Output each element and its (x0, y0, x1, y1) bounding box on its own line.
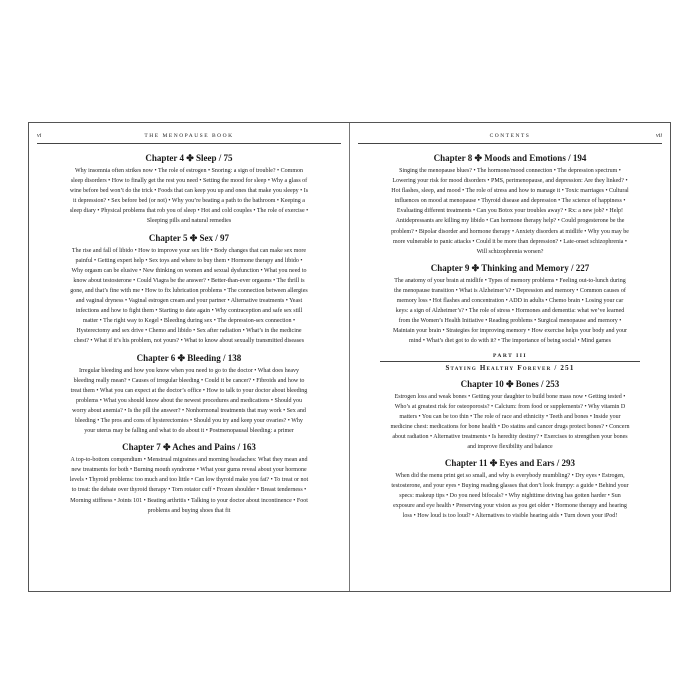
right-running-head (358, 133, 662, 139)
chapter-entry (69, 153, 309, 227)
chapter-heading: Chapter 10 ✤ Bones / 253 (460, 378, 560, 389)
chapter-entry (69, 353, 309, 437)
left-head-rule (37, 143, 341, 144)
book-spread (28, 122, 671, 592)
chapter-heading: Chapter 7 ✤ Aches and Pains / 163 (122, 442, 256, 453)
chapter-topics: Why insomnia often strikes now • The role of estrogen • Snoring: a sign of trouble? • Common sleep disorders • How to finally get the rest you need • Setting the mood for sleep • Why a glass of wine before bed won’t do the trick • Foods that can keep you up and ones that make you sleepy • Is it depression? • Sex before bed (or not) • Why you’re beating a path to the bathroom • Keeping a sleep diary • Physical problems that rob you of sleep • Hot and cold couples • The role of exercise • Sleeping pills and natural remedies (69, 168, 309, 225)
part-title: Staying Healthy Forever / 251 (445, 363, 575, 372)
chapter-topics: The rise and fall of libido • How to improve your sex life • Body changes that can make sex more painful • Getting expert help • Sex toys and where to buy them • Hormone therapy and libido • Why orgasm can be elusive • New thinking on women and sexual dysfunction • What you need to know about testosterone • Could Viagra be the answer? • Better-than-ever orgasms • The thrill is gone, and that’s fine with me • How to fix lubrication problems • The connection between allergies and vaginal dryness • Vaginal estrogen cream and your partner • Alternative treatments • Yeast infections and how to fight them • Starting to date again • Why contraception and safe sex still matter • The right way to Kegel • Bleeding during sex • The depression-sex connection • Hysterectomy and sex drive • Chemo and libido • Sex after radiation • What’s in the medicine chest? • What if it’s his problem, not yours? • What to know about sexually transmitted diseases (70, 247, 308, 345)
chapter-heading: Chapter 6 ✤ Bleeding / 138 (136, 352, 242, 363)
right-running-title: CONTENTS (489, 133, 531, 139)
left-page (29, 123, 350, 591)
right-folio: vii (656, 133, 662, 139)
chapter-heading: Chapter 8 ✤ Moods and Emotions / 194 (433, 153, 587, 163)
chapter-topics: The anatomy of your brain at midlife • Types of memory problems • Feeling out-to-lunch during the menopause transition • What is Alzheimer’s? • Depression and memory • Common causes of memory loss • Hot flashes and concentration • ADD in adults • Chemo brain • Losing your car keys: a sign of Alzheimer’s? • The role of stress • Hormones and dementia: what we’ve learned from the Women’s Health Initiative • Reading problems • Surgical menopause and memory • Maintain your brain • Strategies for improving memory • How exercise helps your body and your mind • What’s diet got to do with it? • The importance of being social • Mind games (393, 277, 627, 345)
chapter-heading: Chapter 9 ✤ Thinking and Memory / 227 (430, 262, 590, 273)
chapter-entry (390, 379, 630, 453)
chapter-topics: Singing the menopause blues? • The hormone/mood connection • The depression spectrum • Lowering your risk for mood disorders • PMS, perimenopause, and depression: Are they linked? • Hot flashes, sleep, and mood • The role of stress and how to manage it • Toxic marriages • Cultural influences on mood at menopause • Thyroid disease and depression • The science of happiness • Evaluating different treatments • Can you Botox your troubles away? • Rx: a new job? • Help! Antidepressants are killing my libido • Can hormone therapy help? • Could progesterone be the problem? • Bipolar disorder and hormone therapy • Anxiety disorders at midlife • Why you may be more vulnerable to panic attacks • Could it be more than depression? • Late-onset schizophrenia • Will schizophrenia worsen? (391, 168, 629, 255)
right-page-content (390, 153, 630, 528)
left-running-head (37, 133, 341, 139)
chapter-entry (390, 458, 630, 521)
left-folio: vi (37, 133, 42, 139)
right-page (350, 123, 670, 591)
chapter-topics: When did the menu print get so small, and why is everybody mumbling? • Dry eyes • Estrogen, testosterone, and your eyes • Buying reading glasses that don’t look frumpy: a guide • Behind your specs: makeup tips • Do you need bifocals? • Why nighttime driving has gotten harder • Sun exposure and eye health • Preserving your vision as you get older • Hormone therapy and hearing loss • How loud is too loud? • Alternatives to visible hearing aids • Turn down your iPod! (391, 473, 629, 520)
chapter-entry (69, 442, 309, 516)
chapter-entry (390, 153, 630, 257)
part-heading-block (390, 353, 630, 372)
chapter-heading: Chapter 4 ✤ Sleep / 75 (145, 153, 233, 163)
chapter-topics: A top-to-bottom compendium • Menstrual migraines and morning headaches: What they mean and new treatments for both • Burning mouth syndrome • What your gums reveal about your hormone levels • Thyroid problems: too much and too little • Can low thyroid make you fat? • To treat or not to treat: the debate over thyroid therapy • Torn rotator cuff • Frozen shoulder • Breast tenderness • Morning stiffness • Joints 101 • Beating arthritis • Talking to your doctor about incontinence • Foot problems and buying shoes that fit (69, 457, 309, 514)
left-page-content (69, 153, 309, 522)
chapter-heading: Chapter 5 ✤ Sex / 97 (148, 232, 230, 243)
chapter-entry (390, 263, 630, 347)
chapter-entry (69, 233, 309, 347)
chapter-heading: Chapter 11 ✤ Eyes and Ears / 293 (444, 458, 576, 469)
chapter-topics: Estrogen loss and weak bones • Getting your daughter to build bone mass now • Getting tested • Who’s at greatest risk for osteoporosis? • Calcium: from food or supplements? • Why vitamin D matters • You can be too thin • The role of race and ethnicity • Teeth and bones • Inside your medicine chest: medications for bone health • Do statins and cancer drugs protect bones? • Concern about radiation • Alternative treatments • Is heredity destiny? • Exercises to strengthen your bones and improve flexibility and balance (390, 393, 630, 450)
right-head-rule (358, 143, 662, 144)
part-label: PART III (492, 352, 528, 359)
part-rule (380, 361, 640, 362)
chapter-topics: Irregular bleeding and how you know when you need to go to the doctor • What does heavy bleeding really mean? • Causes of irregular bleeding • Could it be cancer? • Fibroids and how to treat them • What you can expect at the doctor’s office • How to talk to your doctor about bleeding problems • What you should know about the newest procedures and medications • Should you worry about anemia? • Is the pill the answer? • Nonhormonal treatments that may work • Sex and bleeding • The pros and cons of hysterectomies • Should you try and keep your ovaries? • Why your uterus may be falling and what to do about it • Postmenopausal bleeding: a primer (70, 367, 308, 435)
left-running-title: THE MENOPAUSE BOOK (144, 133, 234, 139)
